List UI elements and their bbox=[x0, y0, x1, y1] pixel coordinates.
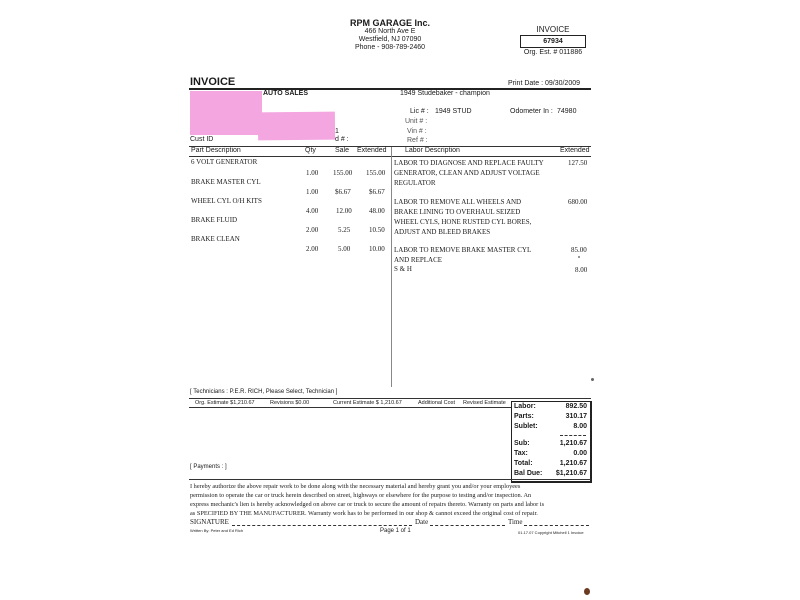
total-label: Parts: bbox=[514, 413, 534, 420]
total-value: $1,210.67 bbox=[555, 470, 587, 477]
parts-header-sale: Sale bbox=[335, 147, 350, 154]
payments-line: [ Payments : ] bbox=[190, 464, 227, 470]
labor-item bbox=[394, 158, 544, 188]
company-address-line2: Westfield, NJ 07090 bbox=[358, 36, 422, 43]
part-description: WHEEL CYL O/H KITS bbox=[191, 197, 262, 205]
labor-line: LABOR TO DIAGNOSE AND REPLACE FAULTY bbox=[394, 159, 544, 167]
revised-estimate: Revised Estimate bbox=[463, 400, 506, 406]
authorization-line: express mechanic's lien is hereby acknowledged on above car or truck to secure the amount of repairs thereto. Warranty on parts and labor is bbox=[190, 501, 545, 508]
labor-line: LABOR TO REMOVE BRAKE MASTER CYL bbox=[394, 246, 532, 254]
part-sale: 155.00 bbox=[333, 169, 353, 177]
labor-extended: 127.50 bbox=[568, 159, 588, 167]
payments-rule bbox=[189, 479, 591, 480]
part-sale: $6.67 bbox=[335, 188, 351, 196]
license-value: 1949 STUD bbox=[435, 108, 472, 115]
unit-label: Unit # : bbox=[405, 118, 428, 125]
labor-line: GENERATOR, CLEAN AND ADJUST VOLTAGE bbox=[394, 169, 540, 177]
signature-label: SIGNATURE bbox=[190, 518, 229, 526]
total-value: 1,210.67 bbox=[559, 460, 587, 467]
part-extended: $6.67 bbox=[369, 188, 385, 196]
company-name: RPM GARAGE Inc. bbox=[349, 18, 430, 28]
vin-label: Vin # : bbox=[407, 128, 427, 135]
copyright: 01.17.07 Copyright Mitchell 1 Invoice bbox=[518, 530, 584, 535]
current-estimate: Current Estimate $ 1,210.67 bbox=[333, 400, 402, 406]
signature-line[interactable] bbox=[232, 525, 412, 526]
header-top-rule bbox=[189, 146, 591, 147]
labor-line: REGULATOR bbox=[394, 179, 436, 187]
labor-line: AND REPLACE bbox=[394, 256, 443, 264]
redacted-customer-address bbox=[258, 112, 335, 141]
print-date: Print Date : 09/30/2009 bbox=[508, 80, 580, 87]
part-extended: 10.00 bbox=[369, 245, 385, 253]
part-description: BRAKE MASTER CYL bbox=[191, 178, 261, 186]
total-value: 310.17 bbox=[565, 413, 587, 420]
part-description: BRAKE CLEAN bbox=[191, 235, 240, 243]
part-qty: 1.00 bbox=[306, 188, 319, 196]
license-label: Lic # : bbox=[410, 108, 429, 115]
revisions: Revisions $0.00 bbox=[270, 400, 310, 406]
authorization-line: permission to operate the car or truck herein described on street, highways or elsewhere for the purpose to testing and/or inspection. An bbox=[190, 492, 532, 499]
original-estimate-number: Org. Est. # 011886 bbox=[523, 49, 583, 56]
part-qty: 1.00 bbox=[306, 169, 319, 177]
date-label: Date bbox=[415, 518, 429, 526]
odometer-label: Odometer In : bbox=[510, 108, 553, 115]
redacted-customer-name bbox=[190, 91, 262, 135]
labor-line: ADJUST AND BLEED BRAKES bbox=[394, 228, 491, 236]
labor-line: BRAKE LINING TO OVERHAUL SEIZED bbox=[394, 208, 521, 216]
parts-header-qty: Qty bbox=[305, 147, 316, 154]
company-address-line1: 466 North Ave E bbox=[364, 28, 416, 35]
customer-id-label: Cust ID bbox=[190, 136, 214, 143]
part-description: BRAKE FLUID bbox=[191, 216, 238, 224]
page-number: Page 1 of 1 bbox=[380, 528, 411, 534]
written-by: Written By: Peter and Ed Rich bbox=[190, 528, 244, 533]
labor-item bbox=[394, 197, 531, 237]
total-label: Sub: bbox=[514, 440, 530, 447]
part-sale: 5.25 bbox=[338, 226, 351, 234]
part-extended: 48.00 bbox=[369, 207, 385, 215]
labor-header-description: Labor Description bbox=[405, 147, 460, 154]
customer-fragment: 1 bbox=[335, 128, 339, 135]
time-label: Time bbox=[508, 518, 523, 526]
scan-speck bbox=[578, 256, 580, 258]
parts-header-extended: Extended bbox=[357, 147, 387, 154]
estimate-top-rule bbox=[189, 398, 591, 399]
odometer-value: 74980 bbox=[557, 108, 577, 115]
labor-line: WHEEL CYLS, HONE RUSTED CYL BORES, bbox=[394, 218, 532, 226]
part-qty: 2.00 bbox=[306, 226, 319, 234]
invoice-box-label: INVOICE bbox=[536, 25, 570, 34]
total-value: 1,210.67 bbox=[559, 440, 587, 447]
date-line[interactable] bbox=[430, 525, 505, 526]
part-qty: 2.00 bbox=[306, 245, 319, 253]
customer-name: AUTO SALES bbox=[263, 90, 308, 97]
part-qty: 4.00 bbox=[306, 207, 319, 215]
technician-line: [ Technicians : P.E.R. RICH, Please Select, Technician ] bbox=[190, 389, 338, 395]
total-label: Bal Due: bbox=[514, 470, 543, 477]
invoice-number: 67934 bbox=[520, 35, 586, 48]
original-estimate: Org. Estimate $1,210.67 bbox=[195, 400, 255, 406]
company-phone: Phone - 908-789-2460 bbox=[354, 44, 426, 51]
parts-header-description: Part Description bbox=[191, 147, 241, 154]
scan-speck bbox=[584, 588, 590, 595]
authorization-line: I hereby authorize the above repair work to be done along with the necessary material and hereby grant you and/or your employees bbox=[190, 483, 521, 490]
time-line[interactable] bbox=[524, 525, 589, 526]
part-description: 6 VOLT GENERATOR bbox=[191, 158, 258, 166]
estimate-bottom-rule bbox=[189, 407, 512, 408]
total-label: Labor: bbox=[514, 403, 536, 410]
additional-cost: Additional Cost bbox=[418, 400, 455, 406]
part-extended: 155.00 bbox=[366, 169, 386, 177]
labor-extended: 85.00 bbox=[571, 246, 587, 254]
scan-speck bbox=[591, 378, 594, 381]
part-extended: 10.50 bbox=[369, 226, 385, 234]
labor-header-extended: Extended bbox=[560, 147, 590, 154]
total-value: 892.50 bbox=[565, 403, 587, 410]
document-title: INVOICE bbox=[190, 76, 236, 88]
ref-label: Ref # : bbox=[407, 137, 428, 144]
labor-extended: 680.00 bbox=[568, 198, 588, 206]
title-rule bbox=[189, 88, 591, 90]
total-label: Tax: bbox=[514, 450, 528, 457]
authorization-text bbox=[190, 482, 544, 518]
total-value: 0.00 bbox=[573, 450, 587, 457]
total-label: Total: bbox=[514, 460, 533, 467]
total-value: 8.00 bbox=[573, 423, 587, 430]
customer-fragment-2: d # : bbox=[335, 136, 349, 143]
subtotal-rule bbox=[560, 435, 586, 436]
part-sale: 5.00 bbox=[338, 245, 351, 253]
labor-extended: 8.00 bbox=[575, 266, 588, 274]
authorization-line: as SPECIFIED BY THE MANUFACTURER. Warranty work has to be performed in our shop & cannot exceed the original cost of repair. bbox=[190, 510, 538, 517]
labor-line: LABOR TO REMOVE ALL WHEELS AND bbox=[394, 198, 522, 206]
labor-item bbox=[394, 245, 531, 265]
labor-line: S & H bbox=[394, 265, 412, 273]
total-label: Sublet: bbox=[514, 423, 538, 430]
column-divider bbox=[391, 147, 392, 387]
vehicle-description: 1949 Studebaker - champion bbox=[400, 90, 490, 97]
header-bottom-rule bbox=[189, 156, 591, 157]
part-sale: 12.00 bbox=[336, 207, 352, 215]
